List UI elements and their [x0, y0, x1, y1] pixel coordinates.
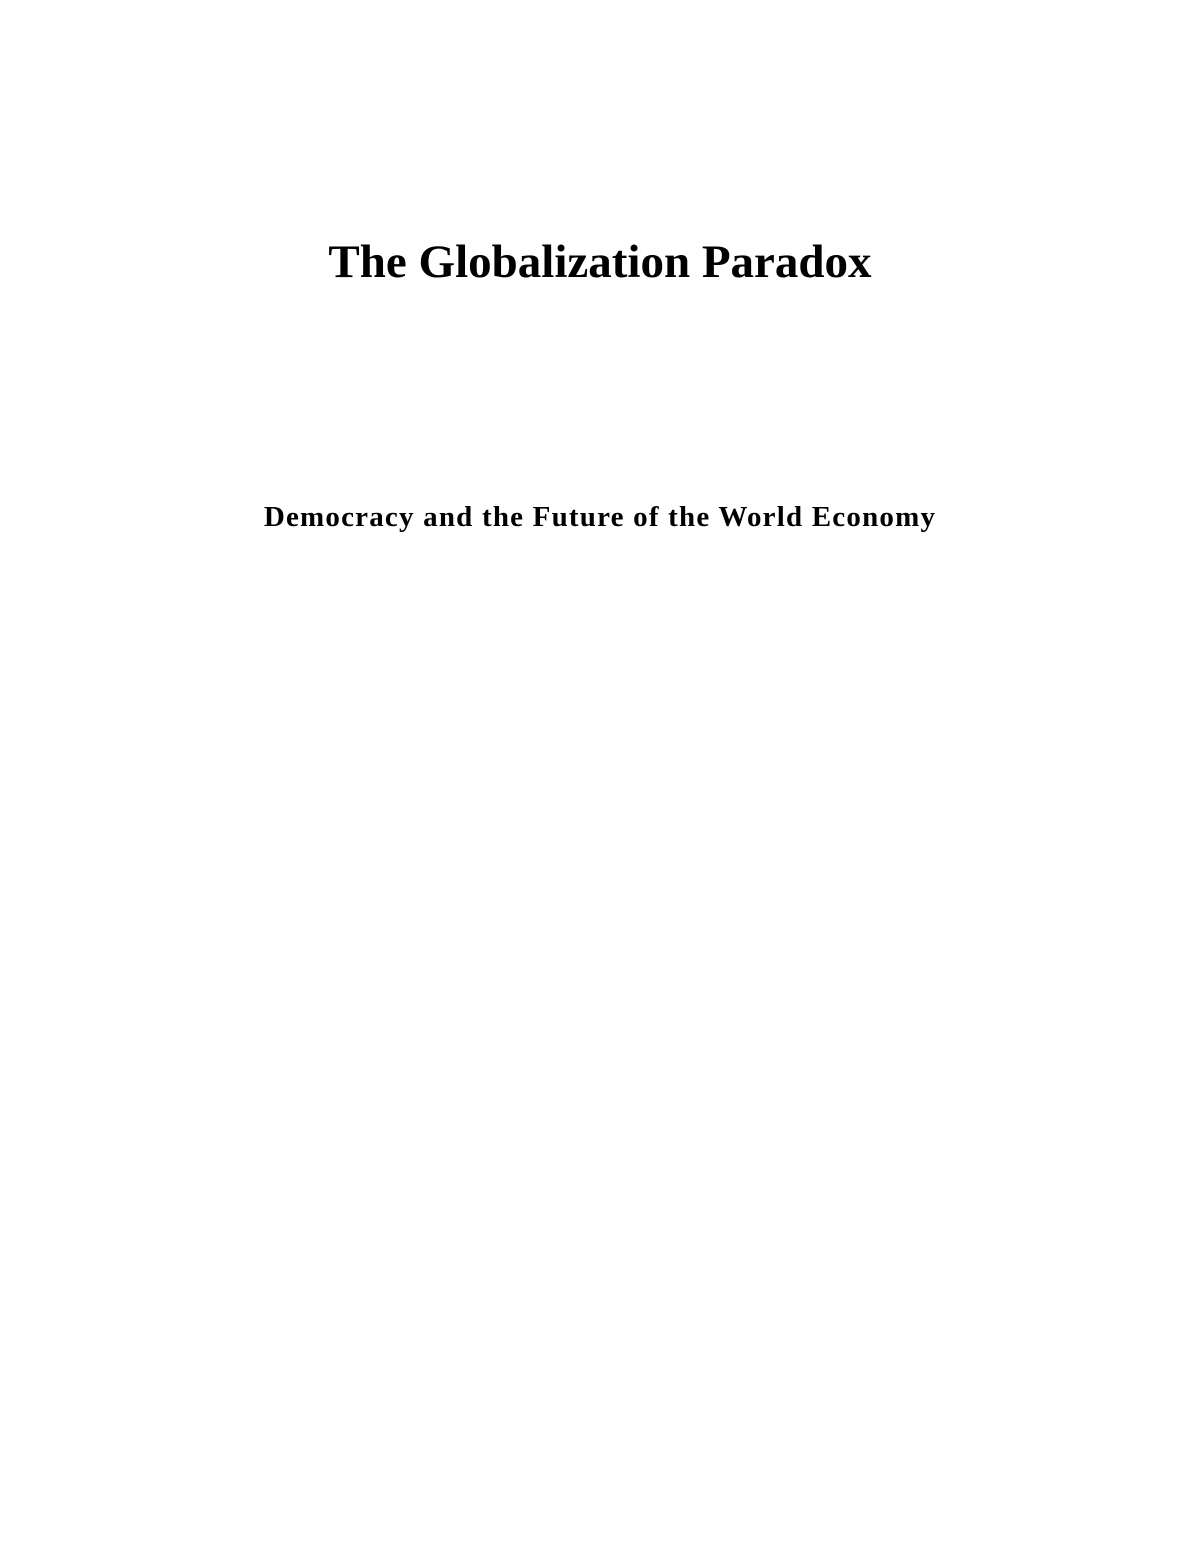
- book-title: The Globalization Paradox: [328, 236, 872, 288]
- book-subtitle: Democracy and the Future of the World Economy: [263, 501, 937, 533]
